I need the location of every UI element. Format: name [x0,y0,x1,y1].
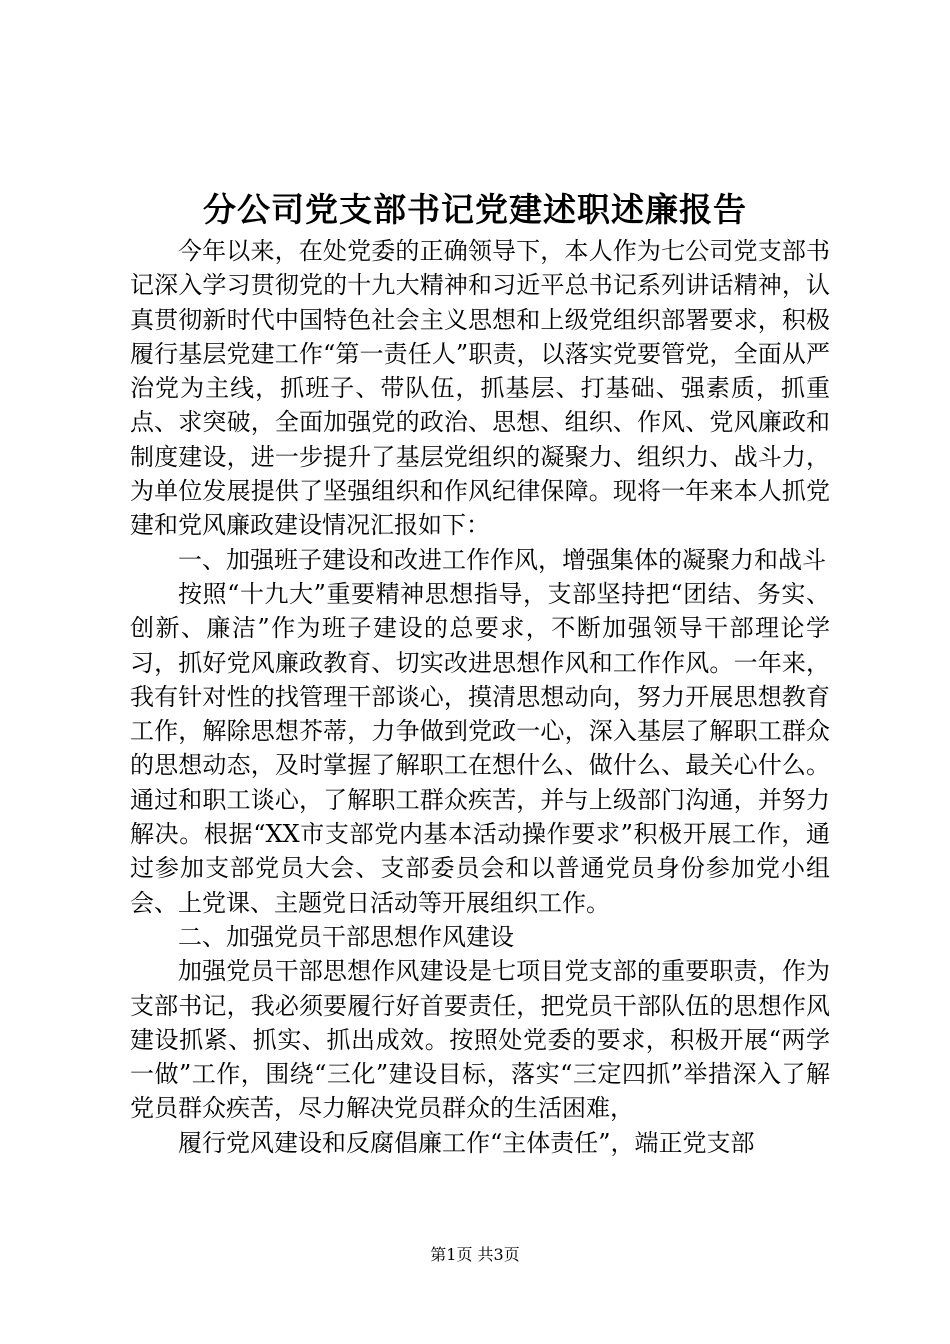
section-heading-1: 一、加强班子建设和改进工作作风，增强集体的凝聚力和战斗 [178,545,826,574]
page-indicator: 第1页 共3页 [430,1245,520,1264]
section-heading-2: 二、加强党员干部思想作风建设 [178,922,514,951]
paragraph-continued: 履行党风建设和反腐倡廉工作“主体责任”，端正党支部 [178,1128,755,1157]
paragraph-section-2: 加强党员干部思想作风建设是七项目党支部的重要职责，作为支部书记，我必须要履行好首要责任，把党员干部队伍的思想作风建设抓紧、抓实、抓出成效。按照处党委的要求，积极开展“两学一做”工作，围绕“三化”建设目标，落实“三定四抓”举措深入了解党员群众疾苦，尽力解决党员群众的生活困难， [130,957,830,1123]
paragraph-intro: 今年以来，在处党委的正确领导下，本人作为七公司党支部书记深入学习贯彻党的十九大精神和习近平总书记系列讲话精神，认真贯彻新时代中国特色社会主义思想和上级党组织部署要求，积极履行基层党建工作“第一责任人”职责，以落实党要管党，全面从严治党为主线，抓班子、带队伍，抓基层、打基础、强素质，抓重点、求突破，全面加强党的政治、思想、组织、作风、党风廉政和制度建设，进一步提升了基层党组织的凝聚力、组织力、战斗力，为单位发展提供了坚强组织和作风纪律保障。现将一年来本人抓党建和党风廉政建设情况汇报如下： [130,237,830,540]
document-body [130,234,830,1160]
document-title: 分公司党支部书记党建述职述廉报告 [203,190,747,229]
paragraph-section-1: 按照“十九大”重要精神思想指导，支部坚持把“团结、务实、创新、廉洁”作为班子建设的总要求，不断加强领导干部理论学习，抓好党风廉政教育、切实改进思想作风和工作作风。一年来，我有针对性的找管理干部谈心，摸清思想动向，努力开展思想教育工作，解除思想芥蒂，力争做到党政一心，深入基层了解职工群众的思想动态，及时掌握了解职工在想什么、做什么、最关心什么。通过和职工谈心，了解职工群众疾苦，并与上级部门沟通，并努力解决。根据“XX市支部党内基本活动操作要求”积极开展工作，通过参加支部党员大会、支部委员会和以普通党员身份参加党小组会、上党课、主题党日活动等开展组织工作。 [130,579,830,917]
